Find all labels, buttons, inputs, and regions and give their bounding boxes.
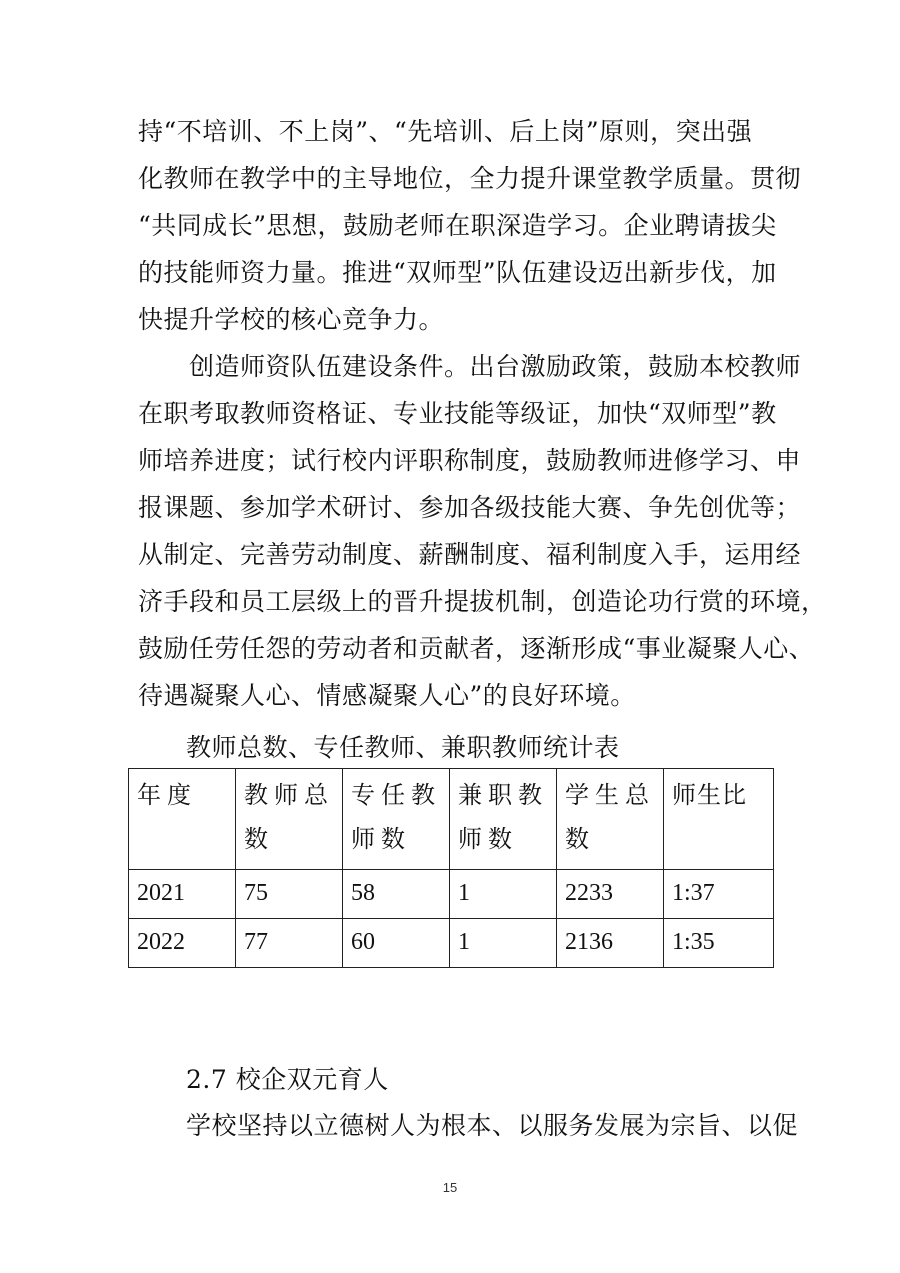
table-cell: 58 <box>343 870 450 919</box>
table-cell: 60 <box>343 919 450 968</box>
header-line: 数 <box>565 825 595 853</box>
table-cell: 1:37 <box>664 870 774 919</box>
paragraph-faculty-conditions <box>138 343 827 719</box>
header-line: 年度 <box>137 781 197 809</box>
header-line: 师生比 <box>672 781 747 809</box>
table-cell: 1 <box>450 919 557 968</box>
table-cell: 2021 <box>129 870 236 919</box>
header-line: 教师总 <box>244 781 334 809</box>
teacher-statistics-table <box>128 768 774 968</box>
paragraph-line: 快提升学校的核心竞争力。 <box>138 305 445 334</box>
table-row <box>129 870 774 919</box>
header-cell-total-teachers <box>236 769 343 870</box>
header-cell-full-time-teachers <box>343 769 450 870</box>
header-line: 数 <box>244 825 274 853</box>
table-header-row <box>129 769 774 870</box>
table-cell: 2022 <box>129 919 236 968</box>
paragraph-line: 从制定、完善劳动制度、薪酬制度、福利制度入手，运用经 <box>138 540 802 569</box>
header-cell-part-time-teachers <box>450 769 557 870</box>
paragraph-line: 报课题、参加学术研讨、参加各级技能大赛、争先创优等； <box>138 493 802 522</box>
paragraph-line: 待遇凝聚人心、情感凝聚人心”的良好环境。 <box>138 681 636 710</box>
paragraph-line: 济手段和员工层级上的晋升提拔机制，创造论功行赏的环境， <box>138 587 827 616</box>
paragraph-line: 持“不培训、不上岗”、“先培训、后上岗”原则，突出强 <box>138 117 753 146</box>
table-cell: 2136 <box>557 919 664 968</box>
table-cell: 2233 <box>557 870 664 919</box>
section-paragraph: 学校坚持以立德树人为根本、以服务发展为宗旨、以促 <box>186 1111 799 1140</box>
paragraph-line: 鼓励任劳任怨的劳动者和贡献者，逐渐形成“事业凝聚人心、 <box>138 634 815 663</box>
header-line: 学生总 <box>565 781 655 809</box>
header-cell-teacher-student-ratio <box>664 769 774 870</box>
header-cell-total-students <box>557 769 664 870</box>
header-cell-year <box>129 769 236 870</box>
header-line: 兼职教 <box>458 781 548 809</box>
paragraph-line: 在职考取教师资格证、专业技能等级证，加快“双师型”教 <box>138 399 777 428</box>
paragraph-line: 的技能师资力量。推进“双师型”队伍建设迈出新步伐，加 <box>138 258 777 287</box>
paragraph-teacher-training <box>138 108 802 343</box>
paragraph-line: 创造师资队伍建设条件。出台激励政策，鼓励本校教师 <box>138 352 802 381</box>
table-caption: 教师总数、专任教师、兼职教师统计表 <box>186 733 620 762</box>
header-line: 师数 <box>351 825 411 853</box>
paragraph-line: “共同成长”思想，鼓励老师在职深造学习。企业聘请拔尖 <box>138 211 777 240</box>
header-line: 专任教 <box>351 781 441 809</box>
section-heading: 2.7 校企双元育人 <box>186 1065 389 1094</box>
table-cell: 77 <box>236 919 343 968</box>
table-cell: 1:35 <box>664 919 774 968</box>
paragraph-line: 师培养进度；试行校内评职称制度，鼓励教师进修学习、申 <box>138 446 802 475</box>
page-number: 15 <box>442 1180 458 1195</box>
paragraph-line: 化教师在教学中的主导地位，全力提升课堂教学质量。贯彻 <box>138 164 802 193</box>
table-cell: 75 <box>236 870 343 919</box>
table-row <box>129 919 774 968</box>
table-cell: 1 <box>450 870 557 919</box>
header-line: 师数 <box>458 825 518 853</box>
